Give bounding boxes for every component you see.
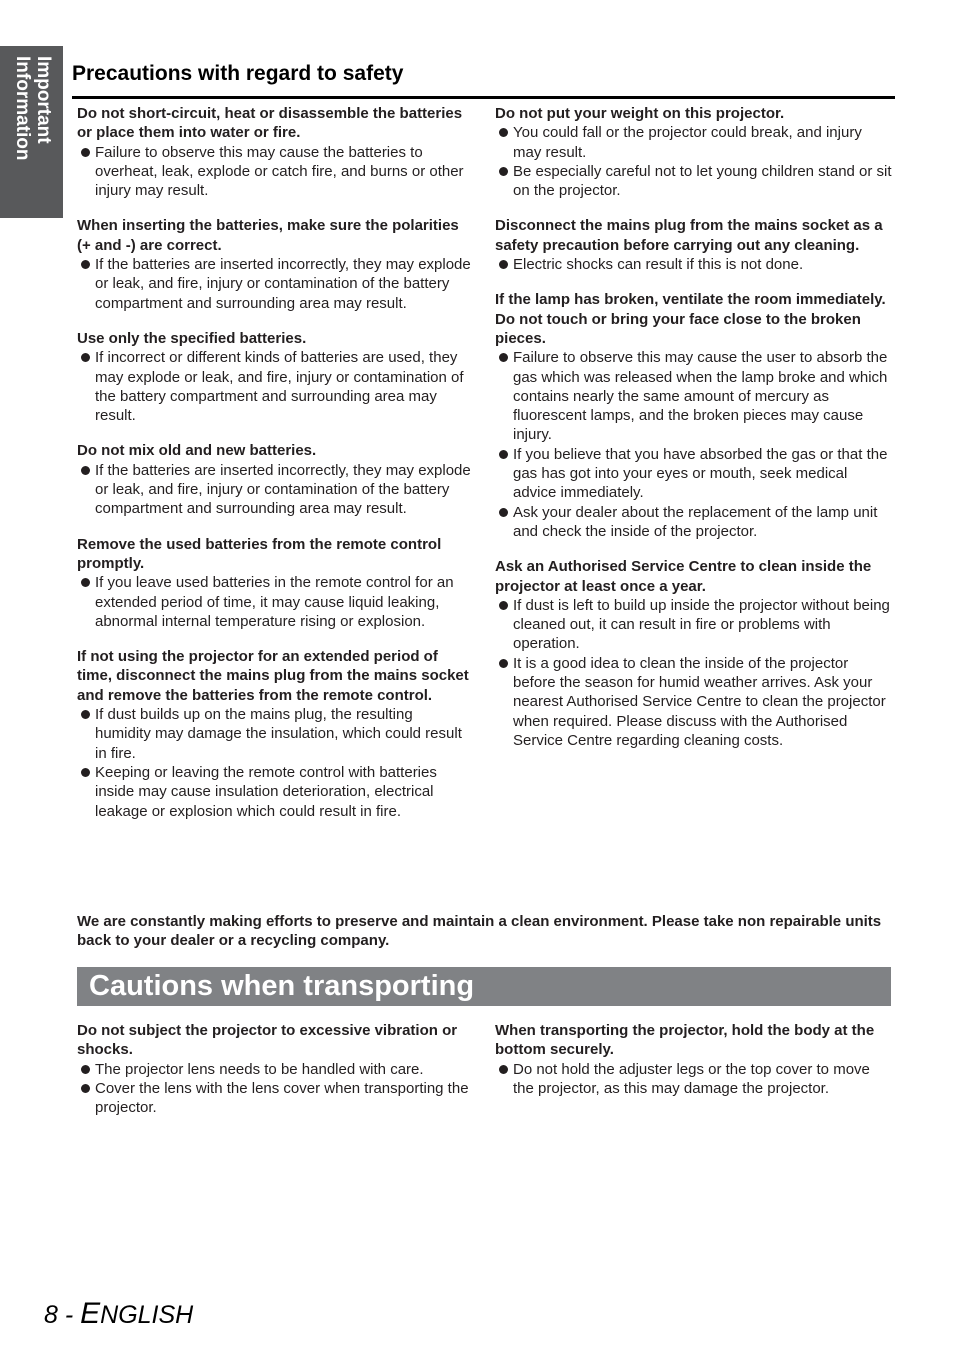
- bullet-list: [77, 461, 472, 519]
- precaution-title: Remove the used batteries from the remote control promptly.: [77, 535, 442, 572]
- recycling-notice: We are constantly making efforts to preserve and maintain a clean environment. Please take non repairable units back to your dealer or a recycling company.: [77, 913, 882, 950]
- precaution-title: When inserting the batteries, make sure the polarities (+ and -) are correct.: [77, 217, 459, 254]
- precaution-block: [495, 290, 893, 541]
- bullet-item: If dust builds up on the mains plug, the resulting humidity may damage the insulation, which could result in fire.: [77, 705, 472, 763]
- transport-left-column: [77, 1021, 472, 1133]
- bullet-item: Failure to observe this may cause the user to absorb the gas which was released when the lamp broke and which contains nearly the same amount of mercury as fluorescent lamps, and the broken pieces may cause injury.: [495, 348, 893, 444]
- precaution-title: Do not mix old and new batteries.: [77, 442, 317, 460]
- bullet-list: [77, 705, 472, 821]
- bullet-item: If the batteries are inserted incorrectly, they may explode or leak, and fire, injury or contamination of the battery compartment and surrounding area may result.: [77, 255, 472, 313]
- bullet-list: [495, 348, 893, 541]
- bullet-item: Electric shocks can result if this is not done.: [495, 255, 893, 274]
- precaution-title: Do not put your weight on this projector.: [495, 105, 785, 122]
- bullet-item: Keeping or leaving the remote control with batteries inside may cause insulation deterioration, electrical leakage or explosion which could result in fire.: [77, 763, 472, 821]
- precaution-block: [495, 104, 893, 200]
- bullet-list: [77, 255, 472, 313]
- transport-heading: Cautions when transporting: [89, 970, 475, 1002]
- bullet-list: [495, 123, 893, 200]
- transport-heading-band: [77, 967, 891, 1006]
- header-rule: [72, 96, 895, 99]
- bullet-item: If dust is left to build up inside the projector without being cleaned out, it can result in fire or problems with operation.: [495, 596, 893, 654]
- precaution-title: If the lamp has broken, ventilate the room immediately. Do not touch or bring your face close to the broken pieces.: [495, 291, 886, 347]
- precaution-block: [495, 1021, 893, 1098]
- bullet-item: Be especially careful not to let young children stand or sit on the projector.: [495, 162, 893, 201]
- language-rest: NGLISH: [100, 1301, 194, 1329]
- bullet-item: Do not hold the adjuster legs or the top cover to move the projector, as this may damage the projector.: [495, 1060, 893, 1099]
- precaution-title: When transporting the projector, hold the body at the bottom securely.: [495, 1022, 875, 1059]
- bullet-item: It is a good idea to clean the inside of the projector before the season for humid weather arrives. Ask your nearest Authorised Service Centre to clean the projector when required. Please discuss with the Authorised Service Centre regarding cleaning costs.: [495, 654, 893, 750]
- page-footer: [44, 1297, 193, 1331]
- side-tab-label: Important Information: [12, 56, 54, 161]
- precaution-block: [495, 216, 893, 274]
- precaution-block: [77, 216, 472, 312]
- precaution-block: [77, 647, 472, 821]
- precaution-title: If not using the projector for an extended period of time, disconnect the mains plug from the mains socket and remove the batteries from the remote control.: [77, 648, 469, 704]
- left-column: [77, 104, 472, 837]
- bullet-list: [77, 573, 472, 631]
- precaution-block: [495, 557, 893, 750]
- bullet-list: [77, 1060, 472, 1118]
- precaution-title: Do not short-circuit, heat or disassemble the batteries or place them into water or fire.: [77, 105, 463, 142]
- precaution-block: [77, 1021, 472, 1117]
- precaution-block: [77, 329, 472, 425]
- precaution-block: [77, 104, 472, 200]
- bullet-item: Cover the lens with the lens cover when transporting the projector.: [77, 1079, 472, 1118]
- precaution-title: Use only the specified batteries.: [77, 329, 307, 347]
- bullet-item: If you leave used batteries in the remote control for an extended period of time, it may cause liquid leaking, abnormal internal temperature rising or explosion.: [77, 573, 472, 631]
- bullet-item: If the batteries are inserted incorrectly, they may explode or leak, and fire, injury or contamination of the battery compartment and surrounding area may result.: [77, 461, 472, 519]
- precaution-block: [77, 535, 472, 631]
- page-number: 8 -: [44, 1301, 81, 1329]
- precaution-title: Disconnect the mains plug from the mains socket as a safety precaution before carrying out any cleaning.: [495, 217, 883, 254]
- bullet-item: If you believe that you have absorbed the gas or that the gas has got into your eyes or mouth, seek medical advice immediately.: [495, 445, 893, 503]
- bullet-list: [77, 143, 472, 201]
- section-title: Precautions with regard to safety: [72, 62, 404, 85]
- bullet-item: Ask your dealer about the replacement of the lamp unit and check the inside of the projector.: [495, 503, 893, 542]
- bullet-list: [495, 255, 893, 274]
- bullet-item: The projector lens needs to be handled with care.: [77, 1060, 472, 1079]
- right-column: [495, 104, 893, 766]
- precaution-block: [77, 441, 472, 518]
- precaution-title: Ask an Authorised Service Centre to clean inside the projector at least once a year.: [495, 558, 872, 595]
- language-initial: E: [80, 1297, 101, 1330]
- bullet-list: [495, 596, 893, 750]
- bullet-list: [77, 348, 472, 425]
- transport-right-column: [495, 1021, 893, 1114]
- precaution-title: Do not subject the projector to excessive vibration or shocks.: [77, 1022, 458, 1059]
- bullet-item: You could fall or the projector could break, and injury may result.: [495, 123, 893, 162]
- side-tab: [0, 46, 63, 218]
- bullet-item: Failure to observe this may cause the batteries to overheat, leak, explode or catch fire, and burns or other injury may result.: [77, 143, 472, 201]
- bullet-item: If incorrect or different kinds of batteries are used, they may explode or leak, and fire, injury or contamination of the battery compartment and surrounding area may result.: [77, 348, 472, 425]
- bullet-list: [495, 1060, 893, 1099]
